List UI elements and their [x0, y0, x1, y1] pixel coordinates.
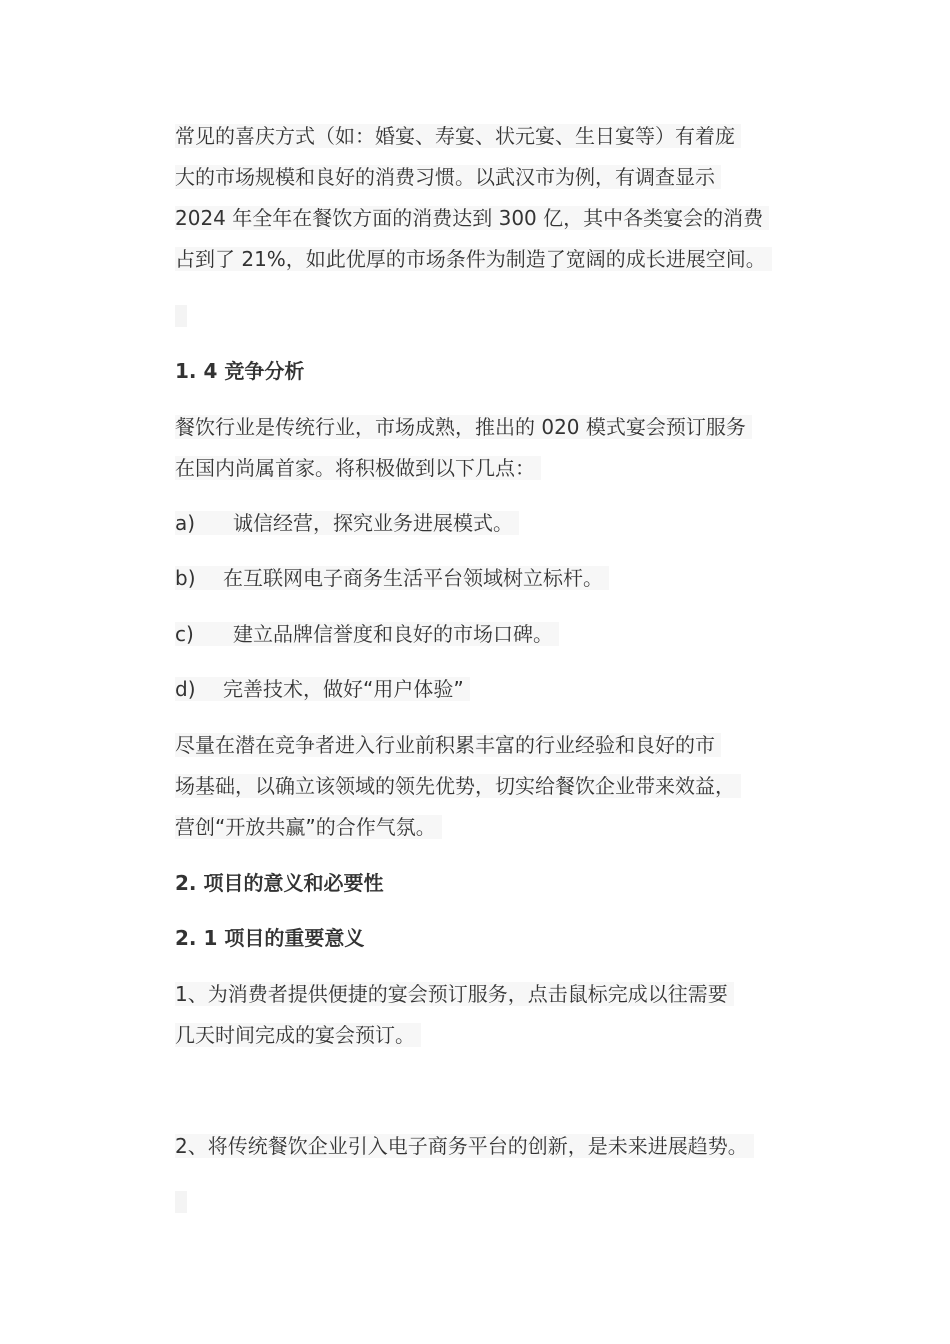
- empty-paragraph-mark: [175, 1191, 187, 1213]
- section-heading-competition: 1. 4 竞争分析: [175, 359, 305, 383]
- list-text: 完善技术，做好“用户体验”: [223, 677, 464, 701]
- point-2-paragraph: [175, 1126, 815, 1167]
- list-text: 在互联网电子商务生活平台领域树立标杆。: [223, 566, 603, 590]
- point-1-paragraph: [175, 974, 815, 1056]
- text-line: 常见的喜庆方式（如：婚宴、寿宴、状元宴、生日宴等）有着庞: [175, 124, 741, 148]
- intro-paragraph: [175, 116, 815, 280]
- list-label: d): [175, 677, 196, 701]
- text-line: 大的市场规模和良好的消费习惯。以武汉市为例，有调查显示: [175, 165, 721, 189]
- text-line: 2024 年全年在餐饮方面的消费达到 300 亿，其中各类宴会的消费: [175, 206, 769, 230]
- list-label: a): [175, 511, 196, 535]
- section-heading-project-significance: 2. 项目的意义和必要性: [175, 871, 384, 895]
- text-line: 尽量在潜在竞争者进入行业前积累丰富的行业经验和良好的市: [175, 733, 721, 757]
- subsection-heading-importance: 2. 1 项目的重要意义: [175, 926, 365, 950]
- empty-paragraph-mark: [175, 305, 187, 327]
- list-label: b): [175, 566, 196, 590]
- text-line: 2、将传统餐饮企业引入电子商务平台的创新，是未来进展趋势。: [175, 1134, 754, 1158]
- text-line: 占到了 21%，如此优厚的市场条件为制造了宽阔的成长进展空间。: [175, 247, 772, 271]
- list-item: [175, 669, 815, 710]
- text-line: 在国内尚属首家。将积极做到以下几点：: [175, 456, 541, 480]
- text-line: 餐饮行业是传统行业，市场成熟，推出的 020 模式宴会预订服务: [175, 415, 752, 439]
- competition-closing-paragraph: [175, 725, 815, 848]
- text-line: 场基础，以确立该领域的领先优势，切实给餐饮企业带来效益，: [175, 774, 741, 798]
- list-text: 建立品牌信誉度和良好的市场口碑。: [233, 622, 553, 646]
- text-line: 几天时间完成的宴会预订。: [175, 1023, 421, 1047]
- list-text: 诚信经营，探究业务进展模式。: [233, 511, 513, 535]
- list-label: c): [175, 622, 194, 646]
- list-item: [175, 503, 815, 544]
- text-line: 营创“开放共赢”的合作气氛。: [175, 815, 442, 839]
- competition-paragraph: [175, 407, 815, 489]
- list-item: [175, 614, 815, 655]
- list-item: [175, 558, 815, 599]
- text-line: 1、为消费者提供便捷的宴会预订服务，点击鼠标完成以往需要: [175, 982, 734, 1006]
